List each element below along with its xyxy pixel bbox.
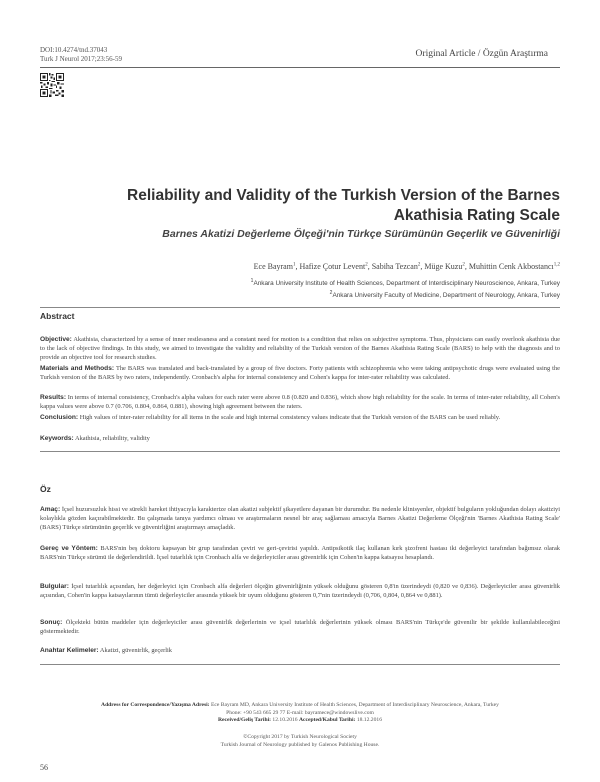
journal-reference: Turk J Neurol 2017;23:56-59	[40, 55, 122, 63]
author-name: Müge Kuzu	[424, 262, 463, 271]
author-name: Ece Bayram	[253, 262, 293, 271]
abstract-methods	[40, 364, 560, 382]
article-dates	[40, 717, 560, 725]
abstract-methods-label: Materials and Methods:	[40, 365, 115, 372]
author-name: Hafize Çotur Levent	[299, 262, 366, 271]
author-name: Sabiha Tezcan	[371, 262, 418, 271]
qr-code-icon[interactable]	[40, 73, 64, 97]
article-subtitle-turkish: Barnes Akatizi Değerleme Ölçeği'nin Türkçe Sürümünün Geçerlik ve Güvenirliği	[162, 228, 560, 240]
accepted-date: 18.12.2016	[356, 717, 382, 724]
publisher-notice: Turkish Journal of Neurology published by Galenos Publishing House.	[220, 741, 380, 748]
oz-amac-label: Amaç:	[40, 506, 61, 513]
abstract-keywords	[40, 434, 560, 443]
abstract-top-divider	[40, 307, 560, 308]
abstract-methods-text: The BARS was translated and back-translated by a group of five doctors. Forty patients with schizophrenia who were taking antipsychotic drugs were evaluated using the Turkish version of the BARS by two raters, independently. Cronbach's alpha for internal consistency and Cohen's kappa for inter-rater reliability was calculated.	[40, 365, 560, 382]
doi[interactable]: DOI:10.4274/tnd.37043	[40, 46, 108, 54]
oz-bulgular	[40, 582, 560, 600]
header-divider	[40, 67, 560, 68]
abstract-objective-text: Akathisia, characterized by a sense of inner restlessness and a constant need for motion is a condition that relies on subjective symptoms. Thus, physicians can easily overlook akathisia due to the lack of objective findings. In this study, we aimed to investigate the validity and reliability of the Turkish version of the Barnes Akathisia Rating Scale (BARS) to help with the diagnosis and to provide an objective tool for research studies.	[40, 336, 560, 362]
abstract-conclusion-label: Conclusion:	[40, 414, 79, 421]
oz-bulgular-label: Bulgular:	[40, 583, 69, 590]
received-date: 12.10.2016	[272, 717, 298, 724]
correspondence-block	[40, 702, 560, 725]
copyright-notice: ©Copyright 2017 by Turkish Neurological Society	[243, 734, 357, 740]
affiliation	[40, 289, 560, 299]
affiliation	[40, 277, 560, 287]
oz-keywords-text: Akatizi, güvenirlik, geçerlik	[99, 647, 172, 654]
oz-yontem	[40, 544, 560, 562]
oz-yontem-label: Gereç ve Yöntem:	[40, 545, 98, 552]
oz-top-divider	[40, 451, 560, 452]
author-affiliation-mark: 1,2	[553, 262, 560, 268]
article-type: Original Article / Özgün Araştırma	[415, 49, 548, 59]
abstract-results-label: Results:	[40, 394, 67, 401]
oz-keywords	[40, 646, 560, 655]
oz-keywords-label: Anahtar Kelimeler:	[40, 647, 99, 654]
oz-bottom-divider	[40, 664, 560, 665]
author-list: Ece Bayram$^1$, Hafize Çotur Levent$^2$, Sabiha Tezcan$^2$, Müge Kuzu$^2$, Muhittin Cenk Akbostancı$^{1,2}$	[253, 262, 560, 271]
copyright-block	[40, 734, 560, 749]
oz-yontem-text: BARS'nin beş doktoru kapsayan bir grup tarafından çeviri ve geri-çevirisi yapıldı. Antipsikotik ilaç kullanan kırk şizofreni hastası iki değerleyici tarafından bağımsız olarak BARS'nin Türkçe sürümü ile değerlendirildi. İçsel tutarlılık için Cronbach alfa ve değerleyiciler arası güvenirlik için Cohen'in kappa katsayısı hesaplandı.	[40, 545, 560, 562]
affiliation-mark: 2	[329, 289, 333, 296]
page-number: 56	[40, 763, 48, 772]
author-name: Muhittin Cenk Akbostancı	[468, 262, 554, 271]
oz-amac	[40, 505, 560, 533]
abstract-objective	[40, 335, 560, 363]
abstract-heading: Abstract	[40, 311, 75, 321]
correspondence-contact[interactable]: Phone: +90 543 665 29 77 E-mail: bayramece@windowslive.com	[226, 709, 374, 716]
abstract-conclusion-text: High values of inter-rater reliability for all items in the scale and high internal consistency values indicate that the Turkish version of the BARS can be used reliably.	[79, 414, 501, 421]
correspondence-label: Address for Correspondence/Yazışma Adresi:	[101, 702, 210, 708]
correspondence-address	[40, 702, 560, 710]
abstract-keywords-label: Keywords:	[40, 435, 74, 442]
oz-sonuc-label: Sonuç:	[40, 619, 63, 626]
oz-amac-text: İçsel huzursuzluk hissi ve sürekli hareket ihtiyacıyla karakterize olan akatizi subjektif şikayetlere dayanan bir durumdur. Bu nedenle klinisyenler, objektif bulguların yokluğundan dolayı akatiziyi kolaylıkla gözden kaçırabilmektedir. Bu çalışmada tanıya yardımcı olması ve araştırmaların nesnel bir araç sağlaması amacıyla Barnes Akatizi Değerleme Ölçeği'nin 'Barnes Akathisia Rating Scale' (BARS) Türkçe sürümünün geçerlik ve güvenirliğini araştırmayı amaçladık.	[40, 506, 560, 532]
affiliation-mark: 1	[250, 277, 254, 284]
abstract-conclusion	[40, 413, 560, 422]
author-affiliation-mark: 2	[417, 262, 421, 268]
journal-header	[40, 46, 560, 64]
oz-sonuc-text: Ölçekteki bütün maddeler için değerleyiciler arası güvenirlik değerlerinin ve içsel tutarlılık değerlerinin yüksek olması BARS'nin Türkçe'de güvenilir bir şekilde kullanılabileceğini göstermektedir.	[40, 619, 560, 636]
author-affiliation-mark: 1	[292, 262, 296, 268]
author-affiliation-mark: 2	[365, 262, 368, 268]
abstract-results-text: In terms of internal consistency, Cronbach's alpha values for each rater were above 0.8 (0.820 and 0.836), which show high reliability for the scale. In terms of inter-rater reliability, all Cohen's kappa values were above 0.7 (0.706, 0.804, 0.864, 0.881), showing high agreement between the raters.	[40, 394, 560, 411]
author-affiliation-mark: 2	[462, 262, 465, 268]
affiliation-text: Ankara University Faculty of Medicine, Department of Neurology, Ankara, Turkey	[332, 292, 560, 299]
oz-sonuc	[40, 618, 560, 636]
article-title: Reliability and Validity of the Turkish Version of the Barnes Akathisia Rating Scale	[127, 187, 560, 224]
abstract-objective-label: Objective:	[40, 336, 72, 343]
received-label: Received/Geliş Tarihi:	[218, 717, 271, 724]
correspondence-text: Ece Bayram MD, Ankara University Institute of Health Sciences, Department of Interdisciplinary Neuroscience, Ankara, Turkey	[210, 702, 499, 708]
accepted-label: Accepted/Kabul Tarihi:	[298, 717, 356, 724]
oz-bulgular-text: İçsel tutarlılık açısından, her değerleyici için Cronbach alfa değerleri ölçeğin güvenirliğinin yüksek olduğunu gösteren 0,8'in üzerindeydi (0,820 ve 0,836). Değerleyiciler arası güvenirlik açısından, Cohen'in kappa katsayılarının tümü değerleyiciler arasında yüksek bir uyum olduğunu gösteren 0,7'nin üzerindeydi (0,706, 0,804, 0,864 ve 0,881).	[40, 583, 560, 600]
oz-heading: Öz	[40, 484, 51, 494]
affiliation-text: Ankara University Institute of Health Sciences, Department of Interdisciplinary Neuroscience, Ankara, Turkey	[253, 280, 560, 287]
abstract-keywords-text: Akathisia, reliability, validity	[74, 435, 150, 442]
abstract-results	[40, 393, 560, 411]
